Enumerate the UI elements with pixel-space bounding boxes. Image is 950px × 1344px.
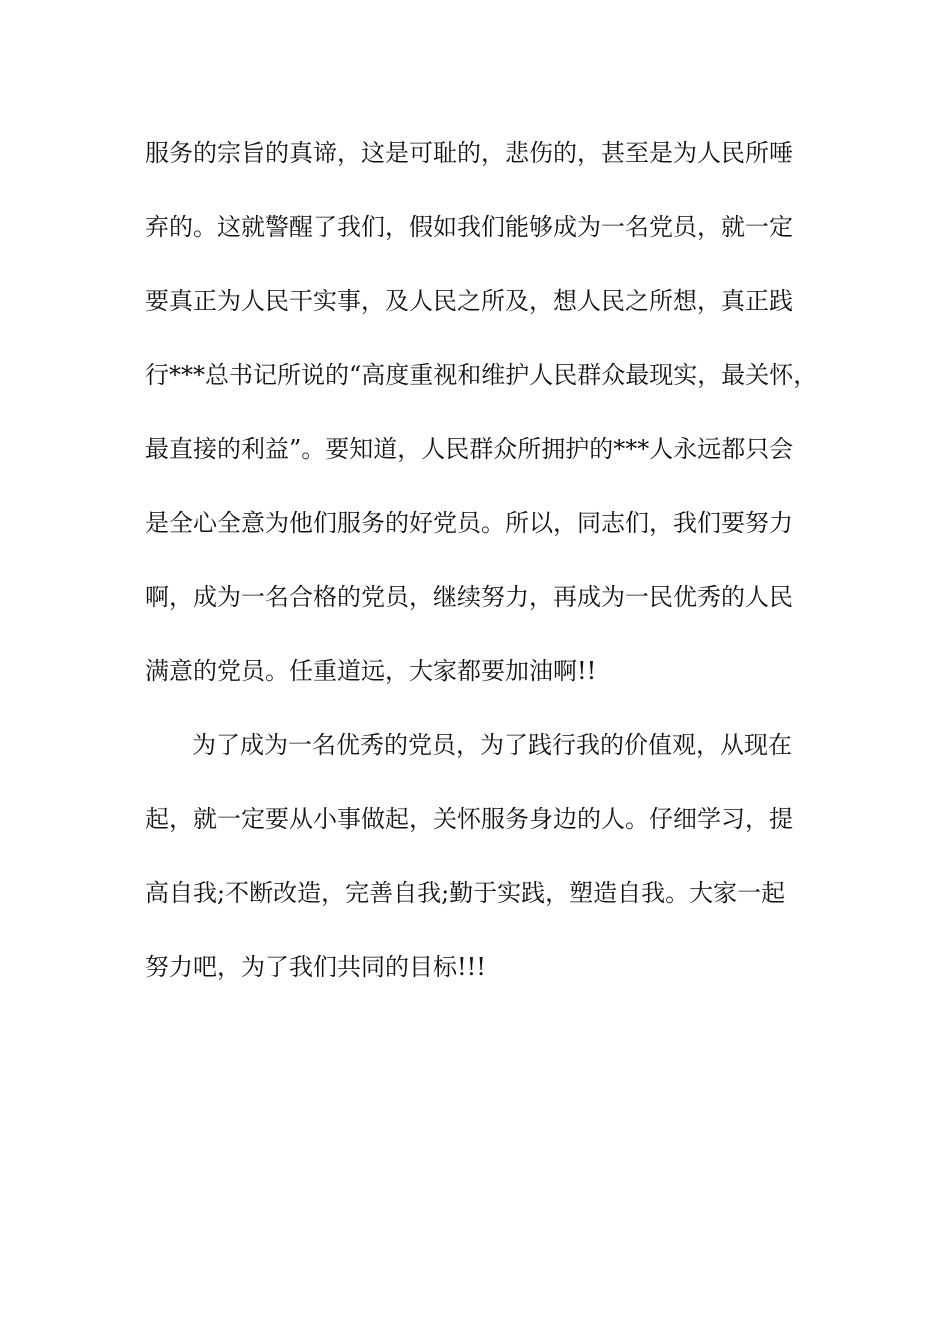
text-line: 要真正为人民干实事，及人民之所及，想人民之所想，真正践 (145, 287, 793, 315)
text-line: 起，就一定要从小事做起，关怀服务身边的人。仔细学习，提 (145, 805, 793, 833)
text-line: 服务的宗旨的真谛，这是可耻的，悲伤的，甚至是为人民所唾 (145, 139, 793, 167)
text-line: 高自我;不断改造，完善自我;勤于实践，塑造自我。大家一起 (145, 879, 786, 907)
text-line: 满意的党员。任重道远，大家都要加油啊!! (145, 657, 597, 685)
text-line: 啊，成为一名合格的党员，继续努力，再成为一民优秀的人民 (145, 583, 793, 611)
text-line: 努力吧，为了我们共同的目标!!! (145, 953, 486, 981)
text-line: 行***总书记所说的“高度重视和维护人民群众最现实，最关怀， (145, 361, 818, 389)
text-line: 弃的。这就警醒了我们，假如我们能够成为一名党员，就一定 (145, 213, 793, 241)
text-line: 为了成为一名优秀的党员，为了践行我的价值观，从现在 (192, 731, 792, 759)
text-line: 最直接的利益”。要知道，人民群众所拥护的***人永远都只会 (145, 435, 794, 463)
text-line: 是全心全意为他们服务的好党员。所以，同志们，我们要努力 (145, 509, 793, 537)
